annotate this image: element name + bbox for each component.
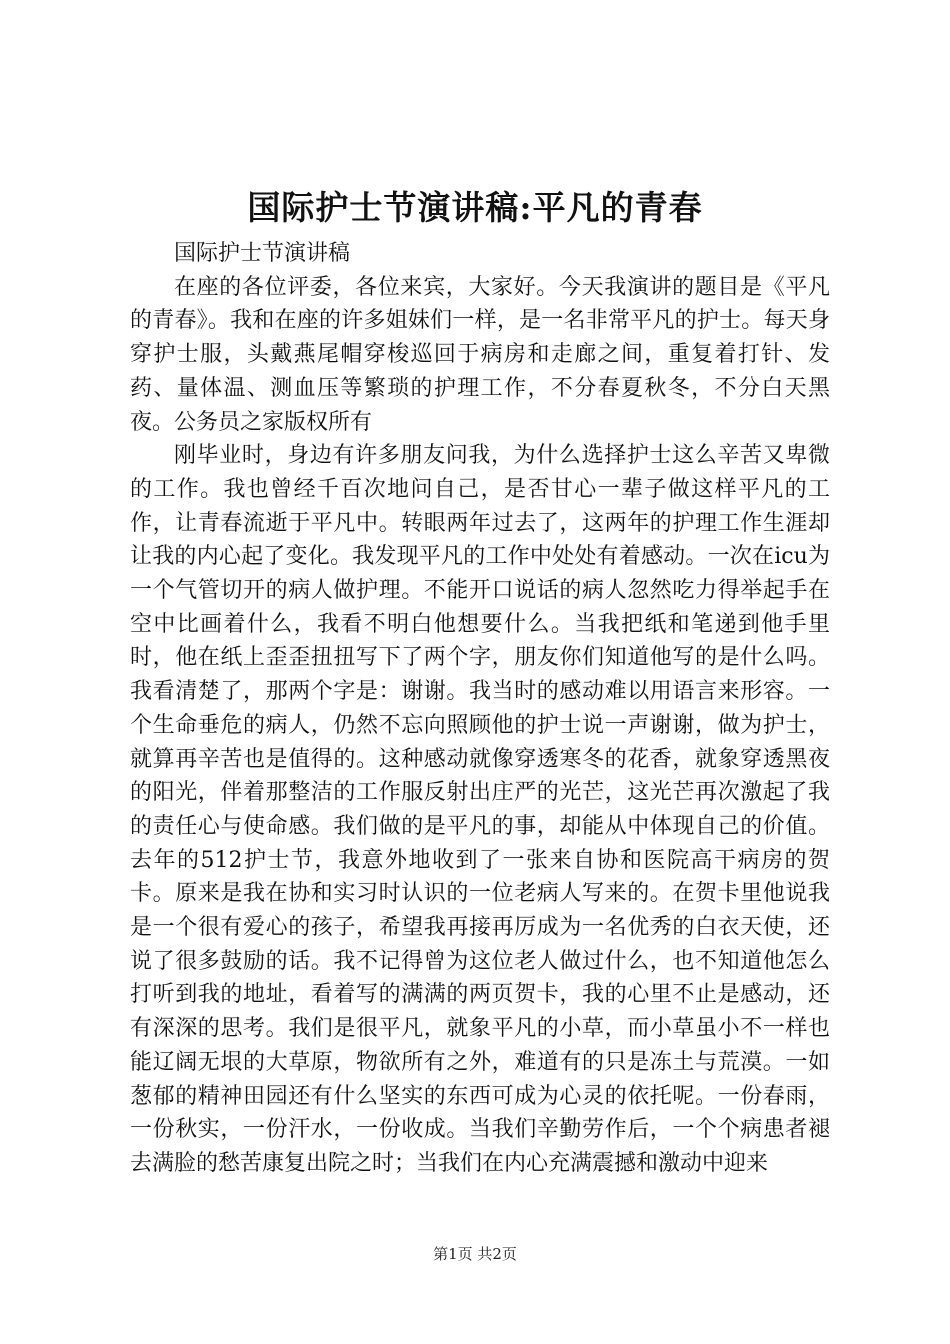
document-body: [130, 237, 830, 1181]
paragraph-intro: 在座的各位评委，各位来宾，大家好。今天我演讲的题目是《平凡的青春》。我和在座的许多姐妹们一样，是一名非常平凡的护士。每天身穿护士服，头戴燕尾帽穿梭巡回于病房和走廊之间，重复着打针、发药、量体温、测血压等繁琐的护理工作，不分春夏秋冬，不分白天黑夜。公务员之家版权所有: [130, 274, 830, 435]
page-title: 国际护士节演讲稿:平凡的青春: [247, 188, 703, 227]
paragraph-subtitle: 国际护士节演讲稿: [174, 241, 351, 266]
paragraph-story: 刚毕业时，身边有许多朋友问我，为什么选择护士这么辛苦又卑微的工作。我也曾经千百次地问自己，是否甘心一辈子做这样平凡的工作，让青春流逝于平凡中。转眼两年过去了，这两年的护理工作生涯却让我的内心起了变化。我发现平凡的工作中处处有着感动。一次在icu为一个气管切开的病人做护理。不能开口说话的病人忽然吃力得举起手在空中比画着什么，我看不明白他想要什么。当我把纸和笔递到他手里时，他在纸上歪歪扭扭写下了两个字，朋友你们知道他写的是什么吗。我看清楚了，那两个字是：谢谢。我当时的感动难以用语言来形容。一个生命垂危的病人，仍然不忘向照顾他的护士说一声谢谢，做为护士，就算再辛苦也是值得的。这种感动就像穿透寒冬的花香，就象穿透黑夜的阳光，伴着那整洁的工作服反射出庄严的光芒，这光芒再次激起了我的责任心与使命感。我们做的是平凡的事，却能从中体现自己的价值。去年的512护士节，我意外地收到了一张来自协和医院高干病房的贺卡。原来是我在协和实习时认识的一位老病人写来的。在贺卡里他说我是一个很有爱心的孩子，希望我再接再厉成为一名优秀的白衣天使，还说了很多鼓励的话。我不记得曾为这位老人做过什么，也不知道他怎么打听到我的地址，看着写的满满的两页贺卡，我的心里不止是感动，还有深深的思考。我们是很平凡，就象平凡的小草，而小草虽小不一样也能辽阔无垠的大草原，物欲所有之外，难道有的只是冻土与荒漠。一如葱郁的精神田园还有什么坚实的东西可成为心灵的依托呢。一份春雨，一份秋实，一份汗水，一份收成。当我们辛勤劳作后，一个个病患者褪去满脸的愁苦康复出院之时；当我们在内心充满震撼和激动中迎来: [130, 443, 830, 1176]
page-number-footer: 第1页 共2页: [433, 1245, 517, 1263]
